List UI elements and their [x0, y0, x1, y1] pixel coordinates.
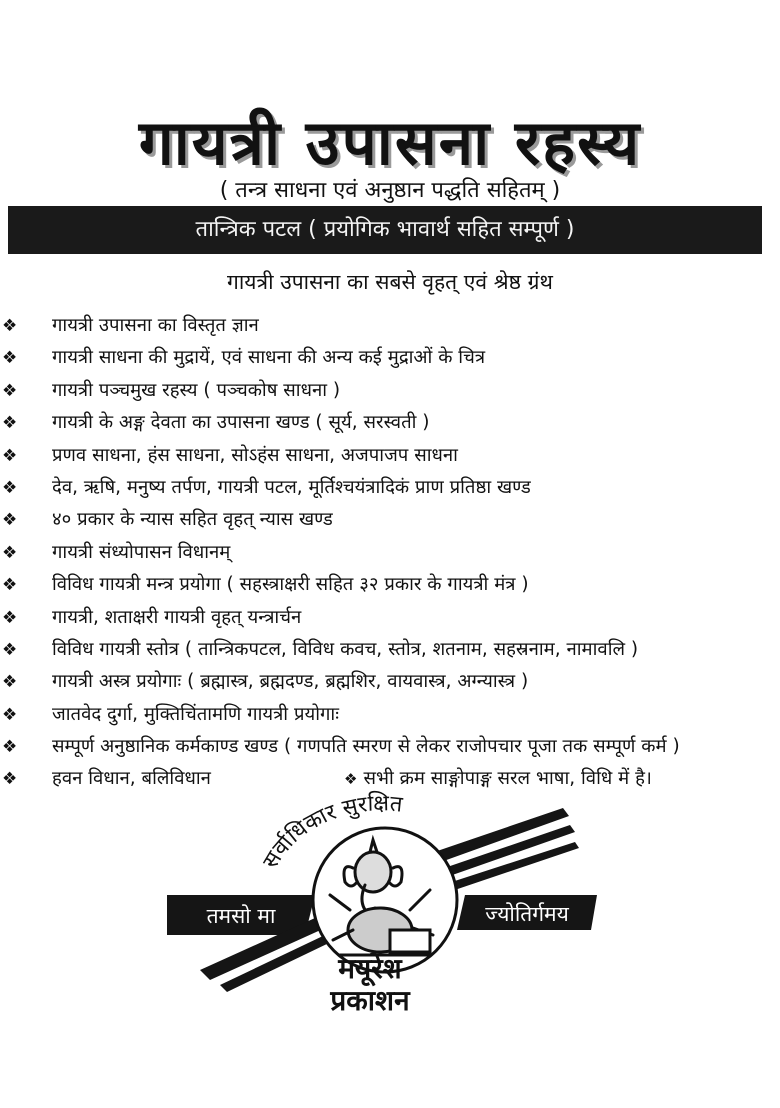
- feature-item: [0, 602, 780, 634]
- bullet-icon: ❖: [2, 348, 18, 369]
- left-stripe-text: तमसो मा: [206, 904, 276, 928]
- bullet-icon: ❖: [2, 672, 18, 693]
- feature-text: हवन विधान, बलिविधान: [52, 768, 211, 790]
- feature-item: [0, 440, 780, 472]
- tagline: गायत्री उपासना का सबसे वृहत् एवं श्रेष्ठ ग्रंथ: [227, 270, 553, 294]
- feature-text: गायत्री उपासना का विस्तृत ज्ञान: [52, 315, 259, 336]
- feature-text: गायत्री के अङ्ग देवता का उपासना खण्ड ( सूर्य, सरस्वती ): [52, 412, 430, 434]
- bullet-icon: ❖: [2, 413, 18, 434]
- bullet-icon: ❖: [2, 769, 18, 790]
- bullet-icon: ❖: [2, 639, 18, 660]
- feature-text: विविध गायत्री स्तोत्र ( तान्त्रिकपटल, विविध कवच, स्तोत्र, शतनाम, सहस्रनाम, नामावलि ): [52, 638, 639, 660]
- arc-text: सर्वाधिकार सुरक्षित: [258, 791, 404, 873]
- feature-text: गायत्री पञ्चमुख रहस्य ( पञ्चकोष साधना ): [52, 379, 341, 401]
- feature-item: [0, 699, 780, 731]
- feature-text: देव, ऋषि, मनुष्य तर्पण, गायत्री पटल, मूर्तिश्चयंत्रादिकं प्राण प्रतिष्ठा खण्ड: [52, 476, 531, 498]
- feature-item: [0, 310, 780, 342]
- note-label: सभी क्रम साङ्गोपाङ्ग सरल भाषा, विधि में है।: [363, 768, 652, 790]
- feature-item: [0, 731, 780, 763]
- bullet-icon: ❖: [2, 445, 18, 466]
- right-stripe-text: ज्योतिर्गमय: [485, 902, 569, 926]
- bullet-icon: ❖: [2, 575, 18, 596]
- feature-text: गायत्री संध्योपासन विधानम्: [52, 541, 231, 563]
- bullet-icon: ❖: [2, 316, 18, 336]
- feature-item: [0, 407, 780, 439]
- feature-text: सम्पूर्ण अनुष्ठानिक कर्मकाण्ड खण्ड ( गणपति स्मरण से लेकर राजोपचार पूजा तक सम्पूर्ण कर्म ): [52, 736, 680, 758]
- feature-item: [0, 634, 780, 666]
- feature-text: विविध गायत्री मन्त्र प्रयोगा ( सहस्त्राक्षरी सहित ३२ प्रकार के गायत्री मंत्र ): [52, 574, 529, 596]
- feature-item: [0, 472, 780, 504]
- publisher-name-line2: प्रकाशन: [330, 984, 410, 1017]
- feature-item: [0, 666, 780, 698]
- feature-item: [0, 375, 780, 407]
- bullet-icon: ❖: [2, 380, 18, 401]
- book-title: गायत्री उपासना रहस्य: [138, 106, 642, 179]
- bullet-icon: ❖: [2, 737, 18, 758]
- feature-text: प्रणव साधना, हंस साधना, सोऽहंस साधना, अजपाजप साधना: [52, 444, 458, 466]
- bullet-icon: ❖: [2, 704, 18, 725]
- feature-text: ४० प्रकार के न्यास सहित वृहत् न्यास खण्ड: [52, 509, 333, 531]
- feature-item: [0, 569, 780, 601]
- tantric-patal-banner: तान्त्रिक पटल ( प्रयोगिक भावार्थ सहित सम्पूर्ण ): [8, 206, 762, 254]
- feature-text: गायत्री अस्त्र प्रयोगाः ( ब्रह्मास्त्र, ब्रह्मदण्ड, ब्रह्मशिर, वायवास्त्र, अग्न्यास्त्र ): [52, 671, 529, 693]
- bullet-icon: ❖: [2, 510, 18, 531]
- feature-item: [0, 342, 780, 374]
- feature-text: जातवेद दुर्गा, मुक्तिचिंतामणि गायत्री प्रयोगाः: [52, 703, 339, 725]
- feature-text: गायत्री साधना की मुद्रायें, एवं साधना की अन्य कई मुद्राओं के चित्र: [52, 347, 486, 369]
- feature-item: [0, 504, 780, 536]
- publisher-name-line1: मयूरेश: [338, 952, 402, 985]
- bullet-icon: ❖: [2, 607, 18, 628]
- note-bullet-icon: ❖: [344, 770, 358, 789]
- bullet-icon: ❖: [2, 542, 18, 563]
- bullet-icon: ❖: [2, 477, 18, 498]
- feature-list: [0, 310, 780, 796]
- feature-item: [0, 537, 780, 569]
- book-subtitle: ( तन्त्र साधना एवं अनुष्ठान पद्धति सहितम् ): [219, 178, 561, 203]
- feature-text: गायत्री, शताक्षरी गायत्री वृहत् यन्त्रार्चन: [52, 606, 302, 628]
